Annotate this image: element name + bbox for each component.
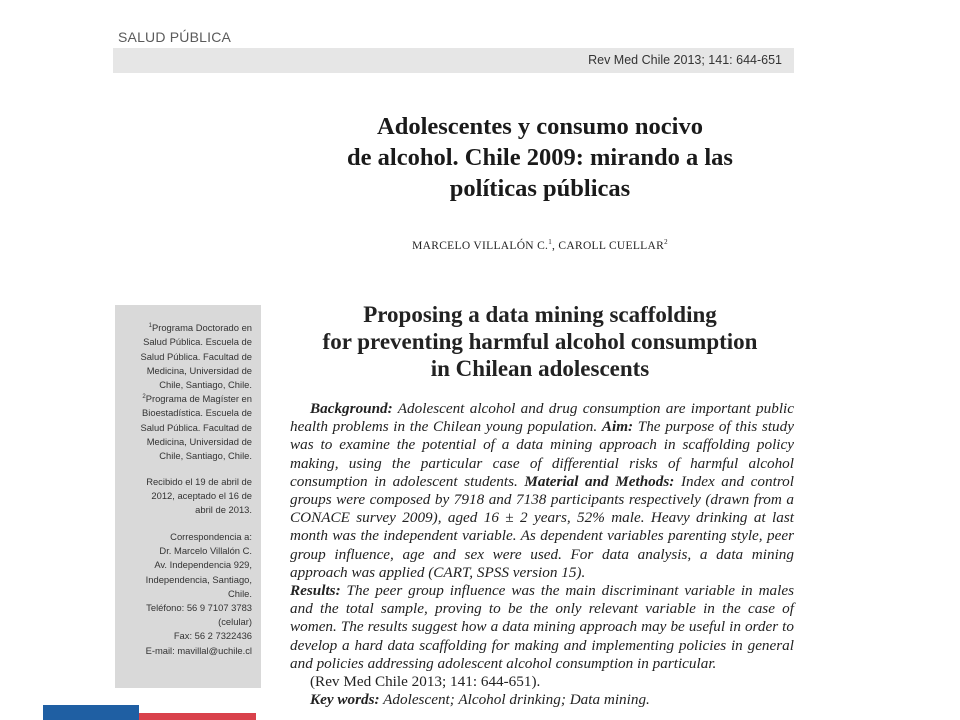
affiliation-line: Bioestadística. Escuela de: [142, 407, 252, 419]
section-label: SALUD PÚBLICA: [118, 29, 232, 45]
keywords: [290, 691, 794, 709]
flag-stripe-blue: [43, 705, 139, 720]
correspondence-email: E-mail: mavillal@uchile.cl: [145, 644, 252, 656]
affiliation-line: Medicina, Universidad de: [146, 364, 252, 376]
author-name: MARCELO VILLALÓN C.: [412, 239, 549, 252]
english-title-line: in Chilean adolescents: [430, 356, 650, 381]
background-label: Background:: [310, 400, 393, 417]
methods-label: Material and Methods:: [524, 472, 675, 490]
received-dates: [146, 475, 252, 518]
affiliation-line: Salud Pública. Escuela de: [143, 336, 252, 348]
received-line: abril de 2013.: [195, 504, 252, 516]
title-line: políticas públicas: [449, 175, 631, 202]
aim-text: The purpose of this study was to examine the potential of a data mining approach in scaffolding policy making, using the particular case of differential risks of harmful alcohol consumption in adolescent students.: [290, 418, 794, 490]
english-title-line: Proposing a data mining scaffolding: [363, 302, 717, 327]
received-line: 2012, aceptado el 16 de: [151, 490, 252, 502]
correspondence-line: Av. Independencia 929,: [154, 559, 252, 571]
author-affiliation-marker: 2: [664, 238, 668, 246]
affiliation-line: Salud Pública. Facultad de: [140, 421, 252, 433]
aim-label: Aim:: [601, 418, 634, 436]
affiliation-marker: 1: [148, 323, 152, 329]
author-name: CAROLL CUELLAR: [558, 239, 665, 252]
correspondence-line: Independencia, Santiago,: [145, 573, 252, 585]
abstract-body: [290, 400, 794, 582]
affiliation-1: [140, 319, 252, 392]
received-line: Recibido el 19 de abril de: [146, 476, 252, 487]
correspondence: [146, 530, 252, 658]
results-text: The peer group influence was the main discriminant variable in males and the total sample, proving to be the only relevant variable in the case of women. The results suggest how a data mining approach may be useful in order to develop a hard data scaffolding for making and implementing policies in general and policies addressing adolescent alcohol consumption in particular.: [290, 582, 794, 672]
authors: [300, 238, 780, 252]
abstract-reference: (Rev Med Chile 2013; 141: 644-651).: [310, 673, 541, 691]
author-affiliation-marker: 1: [548, 238, 553, 246]
title-line: de alcohol. Chile 2009: mirando a las: [347, 144, 733, 171]
affiliation-line: Chile, Santiago, Chile.: [159, 378, 252, 390]
methods-text: Index and control groups were composed by 7918 and 7138 participants respectively (drawn from a CONACE survey 2009), aged 16 ± 2 years, 52% male. Heavy drinking at last month was the independent variable. As dependent variables parenting style, peer group influence, age and sex were used. For data analysis, a data mining approach was applied (CART, SPSS version 15).: [290, 472, 794, 581]
correspondence-line: Fax: 56 2 7322436: [173, 630, 252, 642]
affiliation-marker: 2: [142, 394, 146, 400]
correspondence-line: Chile.: [228, 587, 252, 599]
background-text: Adolescent alcohol and drug consumption are important public health problems in the Chilean young population.: [290, 400, 794, 436]
affiliation-2: [140, 390, 252, 463]
correspondence-line: Dr. Marcelo Villalón C.: [159, 545, 252, 557]
results-paragraph: [290, 582, 794, 673]
affiliation-line: Programa de Magíster en: [145, 393, 252, 405]
journal-citation: Rev Med Chile 2013; 141: 644-651: [588, 53, 782, 67]
affiliation-line: Salud Pública. Facultad de: [140, 350, 252, 362]
results-label: Results:: [290, 582, 341, 600]
flag-stripe-red: [139, 713, 256, 720]
correspondence-line: (celular): [218, 616, 252, 628]
article-title: [300, 111, 780, 204]
author-separator: ,: [552, 239, 559, 252]
correspondence-line: Teléfono: 56 9 7107 3783: [146, 602, 252, 614]
header-bar: [113, 48, 794, 73]
english-title: [300, 301, 780, 382]
keywords-text: Adolescent; Alcohol drinking; Data mining.: [379, 691, 650, 709]
affiliation-line: Programa Doctorado en: [151, 322, 252, 334]
english-title-line: for preventing harmful alcohol consumption: [322, 329, 758, 354]
correspondence-line: Correspondencia a:: [170, 531, 252, 542]
abstract: [290, 400, 794, 709]
affiliation-line: Medicina, Universidad de: [146, 435, 252, 447]
affiliation-sidebar: [115, 305, 261, 688]
affiliation-line: Chile, Santiago, Chile.: [159, 449, 252, 461]
keywords-label: Key words:: [310, 691, 380, 709]
title-line: Adolescentes y consumo nocivo: [377, 113, 703, 140]
